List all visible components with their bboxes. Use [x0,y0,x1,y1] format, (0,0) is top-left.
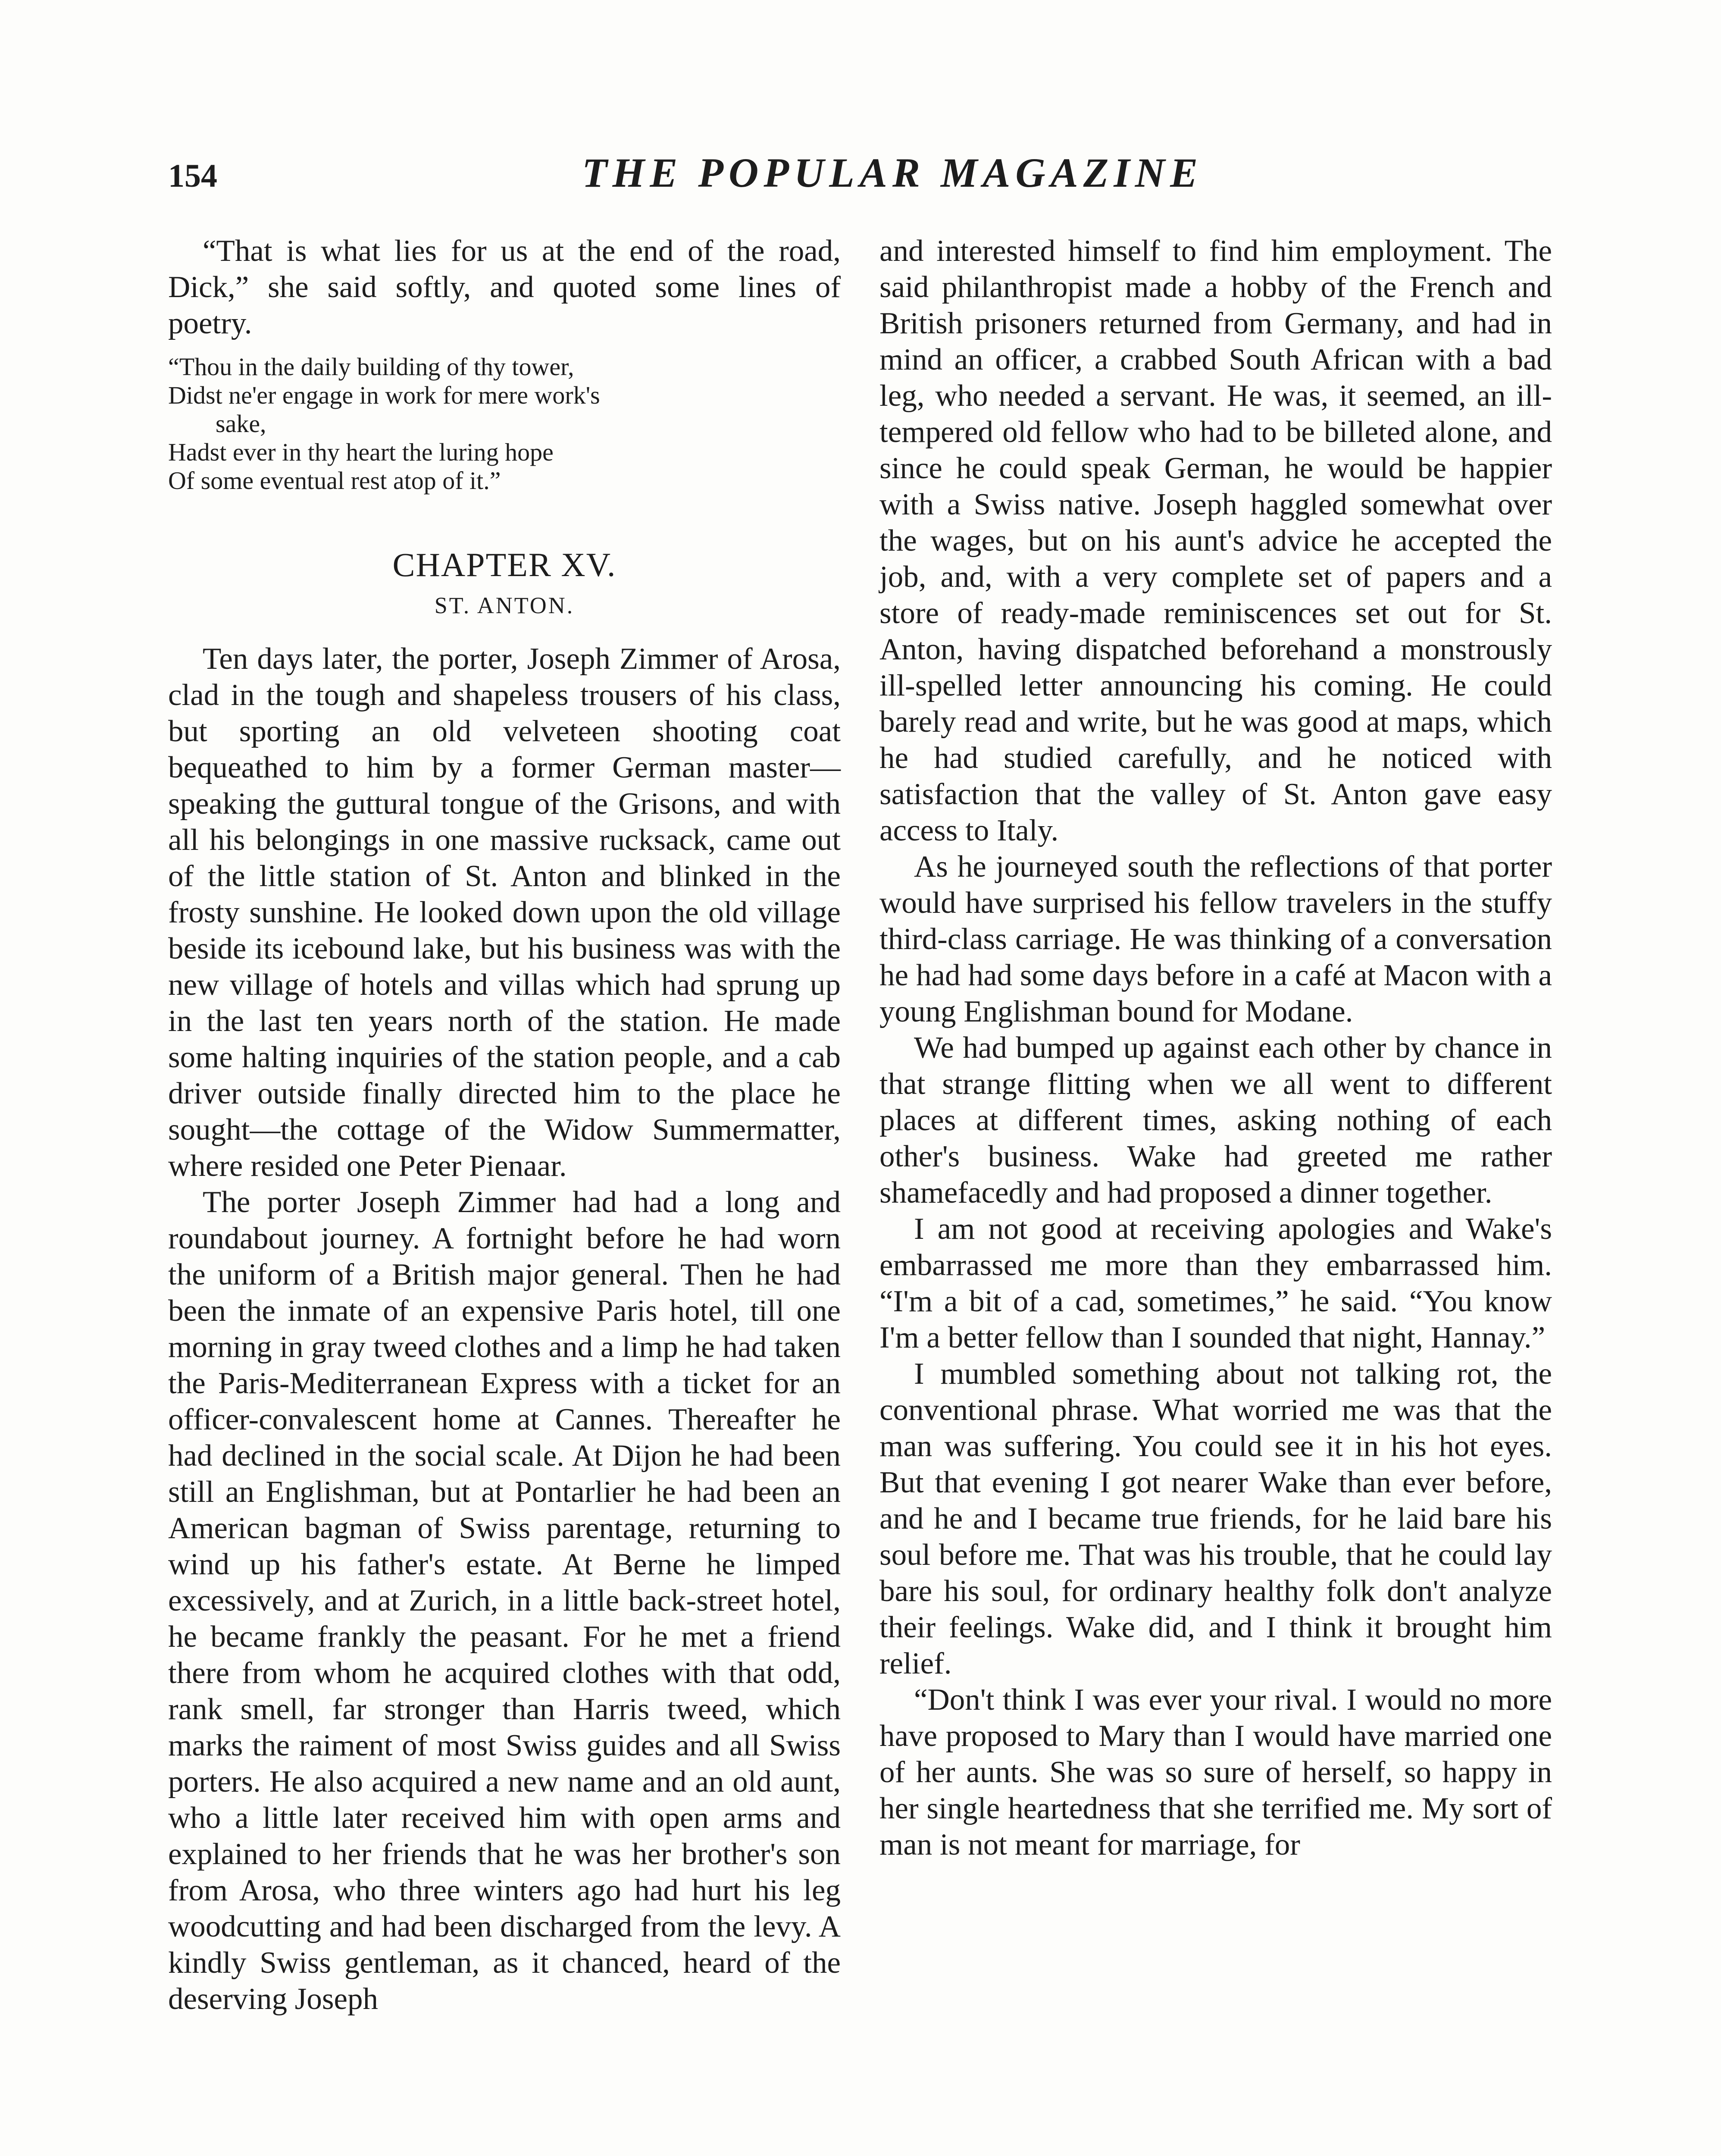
chapter-title: CHAPTER XV. [392,546,616,583]
running-title: THE POPULAR MAGAZINE [582,150,1203,196]
poem-line: Hadst ever in thy heart the luring hope [168,438,554,466]
poem-line: Of some eventual rest atop of it.” [168,467,501,495]
right-column [879,233,1552,1863]
chapter-subtitle: ST. ANTON. [434,592,575,618]
paragraph: and interested himself to find him employment. The said philanthropist made a hobby of the French and British prisoners returned from Germany, and had in mind an officer, a crabbed South African with a bad leg, who needed a servant. He was, it seemed, an ill-tempered old fellow who had to be billeted alone, and since he could speak German, he would be happier with a Swiss native. Joseph haggled somewhat over the wages, but on his aunt's advice he accepted the job, and, with a very complete set of papers and a store of ready-made reminiscences set out for St. Anton, having dispatched beforehand a monstrously ill-spelled letter announcing his coming. He could barely read and write, but he was good at maps, which he had studied carefully, and he noticed with satisfaction that the valley of St. Anton gave easy access to Italy. [879,234,1552,847]
paragraph: I am not good at receiving apologies and Wake's embarrassed me more than they embarrassed him. “I'm a bit of a cad, sometimes,” he said. “You know I'm a better fellow than I sounded that night, Hannay.” [879,1212,1552,1354]
poem-line: “Thou in the daily building of thy tower, [168,353,574,381]
paragraph: The porter Joseph Zimmer had had a long and roundabout journey. A fortnight before he had worn the uniform of a British major general. Then he had been the inmate of an expensive Paris hotel, till one morning in gray tweed clothes and a limp he had taken the Paris-Mediterranean Express with a ticket for an officer-convalescent home at Cannes. Thereafter he had declined in the social scale. At Dijon he had been still an Englishman, but at Pontarlier he had been an American bagman of Swiss parentage, returning to wind up his father's estate. At Berne he limped excessively, and at Zurich, in a little back-street hotel, he became frankly the peasant. For he met a friend there from whom he acquired clothes with that odd, rank smell, far stronger than Harris tweed, which marks the raiment of most Swiss guides and all Swiss porters. He also acquired a new name and an old aunt, who a little later received him with open arms and explained to her friends that he was her brother's son from Arosa, who three winters ago had hurt his leg woodcutting and had been discharged from the levy. A kindly Swiss gentleman, as it chanced, heard of the deserving Joseph [168,1185,841,2016]
paragraph: “Don't think I was ever your rival. I would no more have proposed to Mary than I would have married one of her aunts. She was so sure of herself, so happy in her single heartedness that she terrified me. My sort of man is not meant for marriage, for [879,1683,1552,1861]
poem-quote [168,353,841,495]
page-number: 154 [168,158,217,194]
paragraph: “That is what lies for us at the end of the road, Dick,” she said softly, and quoted some lines of poetry. [168,234,841,340]
paragraph: Ten days later, the porter, Joseph Zimmer of Arosa, clad in the tough and shapeless trousers of his class, but sporting an old velveteen shooting coat bequeathed to him by a former German master—speaking the guttural tongue of the Grisons, and with all his belongings in one massive rucksack, came out of the little station of St. Anton and blinked in the frosty sunshine. He looked down upon the old village beside its icebound lake, but his business was with the new village of hotels and villas which had sprung up in the last ten years north of the station. He made some halting inquiries of the station people, and a cab driver outside finally directed him to the place he sought—the cottage of the Widow Summermatter, where resided one Peter Pienaar. [168,642,841,1183]
paragraph: As he journeyed south the reflections of that porter would have surprised his fellow travelers in the stuffy third-class carriage. He was thinking of a conversation he had had some days before in a café at Macon with a young Englishman bound for Modane. [879,850,1552,1028]
left-column [168,233,841,2017]
paragraph: I mumbled something about not talking rot, the conventional phrase. What worried me was that the man was suffering. You could see it in his hot eyes. But that evening I got nearer Wake than ever before, and he and I became true friends, for he laid bare his soul before me. That was his trouble, that he could lay bare his soul, for ordinary healthy folk don't analyze their feelings. Wake did, and I think it brought him relief. [879,1357,1552,1680]
page-header [168,149,1548,209]
paragraph: We had bumped up against each other by chance in that strange flitting when we all went to different places at different times, asking nothing of each other's business. Wake had greeted me rather shamefacedly and had proposed a dinner together. [879,1031,1552,1210]
poem-line: sake, [216,410,266,438]
poem-line: Didst ne'er engage in work for mere work's [168,381,600,409]
